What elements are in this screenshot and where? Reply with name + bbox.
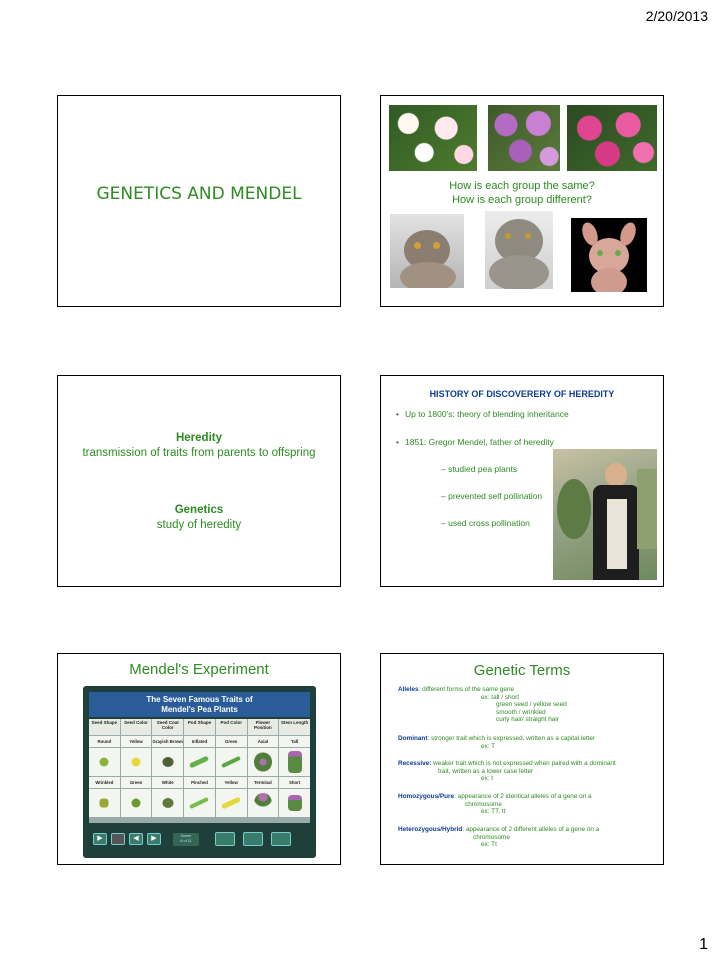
trait-column-header: Stem Length (279, 719, 310, 735)
trait-column-header: Seed Color (121, 719, 152, 735)
homozygous-definition: Homozygous/Pure: appearance of 2 identical alleles of a gene on a chromosome ex: TT, tt (398, 793, 592, 816)
slide-title-text: GENETICS AND MENDEL (96, 184, 302, 204)
question-different: How is each group different? (452, 194, 592, 206)
stop-button-icon[interactable] (111, 833, 125, 845)
genetics-heading: Genetics (174, 504, 224, 516)
recessive-trait-label: Terminal (248, 777, 279, 788)
scottish-fold-cat-photo (390, 214, 464, 288)
slide-title (57, 95, 341, 307)
recessive-trait-label: Pinched (184, 777, 215, 788)
traits-grid (89, 719, 310, 823)
pinched-pod-icon (184, 789, 215, 817)
slide-history (380, 375, 664, 587)
page-number: 1 (699, 936, 708, 953)
yellow-pod-icon (216, 789, 247, 817)
white-seed-coat-icon (152, 789, 183, 817)
slide-mendel-experiment (57, 653, 341, 865)
history-title: HISTORY OF DISCOVERERY OF HEREDITY (429, 389, 615, 399)
subbullet-item: – studied pea plants (441, 464, 518, 474)
tall-stem-icon (279, 748, 310, 776)
genetics-block (58, 504, 340, 531)
genetics-definition: study of heredity (156, 519, 242, 531)
green-pod-icon (216, 748, 247, 776)
dominant-trait-label: Tall (279, 736, 310, 747)
wrinkled-seed-icon (89, 789, 120, 817)
panel-header: The Seven Famous Traits of Mendel's Pea Plants (89, 692, 310, 717)
slide-comparison (380, 95, 664, 307)
bullet-item: • 1851: Gregor Mendel, father of heredity (396, 437, 554, 447)
heredity-block (58, 432, 340, 459)
recessive-trait-label: Short (279, 777, 310, 788)
recessive-trait-label: Green (121, 777, 152, 788)
sphynx-cat-photo (571, 218, 647, 292)
panel-control-icon[interactable] (243, 832, 263, 846)
dominant-trait-label: Green (216, 736, 247, 747)
trait-column-header: Pod Color (216, 719, 247, 735)
genetic-terms-title: Genetic Terms (473, 662, 571, 679)
trait-column-header: Flower Position (248, 719, 279, 735)
heredity-heading: Heredity (175, 432, 223, 444)
trait-column-header: Seed Coat Color (152, 719, 183, 735)
recessive-trait-label: Yellow (216, 777, 247, 788)
bullet-item: • Up to 1800's: theory of blending inheritance (396, 409, 569, 419)
inflated-pod-icon (184, 748, 215, 776)
persian-cat-photo (485, 211, 553, 289)
dominant-trait-label: Axial (248, 736, 279, 747)
date-header: 2/20/2013 (645, 8, 708, 24)
slide-genetic-terms (380, 653, 664, 865)
alleles-definition: Alleles: different forms of the same gene ex: tall / short green seed / yellow seed smooth / wrinkled curly hair/ straight hair (398, 686, 567, 724)
dominant-trait-label: Inflated (184, 736, 215, 747)
green-seed-icon (121, 789, 152, 817)
scene-indicator: Scene 8 of 11 (173, 833, 199, 846)
round-seed-icon (89, 748, 120, 776)
terminal-flower-icon (248, 789, 279, 817)
dominant-trait-label: Yellow (121, 736, 152, 747)
recessive-trait-label: Wrinkled (89, 777, 120, 788)
slide-definitions (57, 375, 341, 587)
subbullet-item: – prevented self pollination (441, 491, 543, 501)
comparison-questions (381, 179, 663, 207)
trait-column-header: Pod Shape (184, 719, 215, 735)
play-button-icon[interactable]: ▶ (93, 833, 107, 845)
heterozygous-definition: Heterozygous/Hybrid: appearance of 2 different alleles of a gene on a chromosome ex: Tt (398, 826, 600, 849)
dominant-trait-label: Grayish Brown (152, 736, 183, 747)
short-stem-icon (279, 789, 310, 817)
white-petunias-photo (389, 105, 477, 171)
yellow-seed-icon (121, 748, 152, 776)
panel-control-icon[interactable] (271, 832, 291, 846)
previous-button-icon[interactable]: ◀ (129, 833, 143, 845)
panel-control-icon[interactable] (215, 832, 235, 846)
recessive-trait-label: White (152, 777, 183, 788)
dominant-definition: Dominant: stronger trait which is expressed, written as a capital letter ex: T (398, 735, 596, 750)
experiment-title: Mendel's Experiment (129, 661, 269, 678)
trait-column-header: Seed Shape (89, 719, 120, 735)
mendel-portrait (553, 449, 657, 580)
dominant-trait-label: Round (89, 736, 120, 747)
panel-controls (93, 829, 306, 851)
next-button-icon[interactable]: ▶ (147, 833, 161, 845)
recessive-definition: Recessive: weaker trait which is not expressed when paired with a dominant trait, written as a lower case letter ex: t (398, 760, 616, 783)
subbullet-item: – used cross pollination (441, 518, 530, 528)
heredity-definition: transmission of traits from parents to offspring (82, 447, 316, 459)
question-same: How is each group the same? (449, 180, 595, 192)
pea-traits-panel (83, 686, 316, 858)
axial-flower-icon (248, 748, 279, 776)
brown-seed-coat-icon (152, 748, 183, 776)
pink-petunias-photo (567, 105, 657, 171)
purple-petunias-photo (488, 105, 560, 171)
